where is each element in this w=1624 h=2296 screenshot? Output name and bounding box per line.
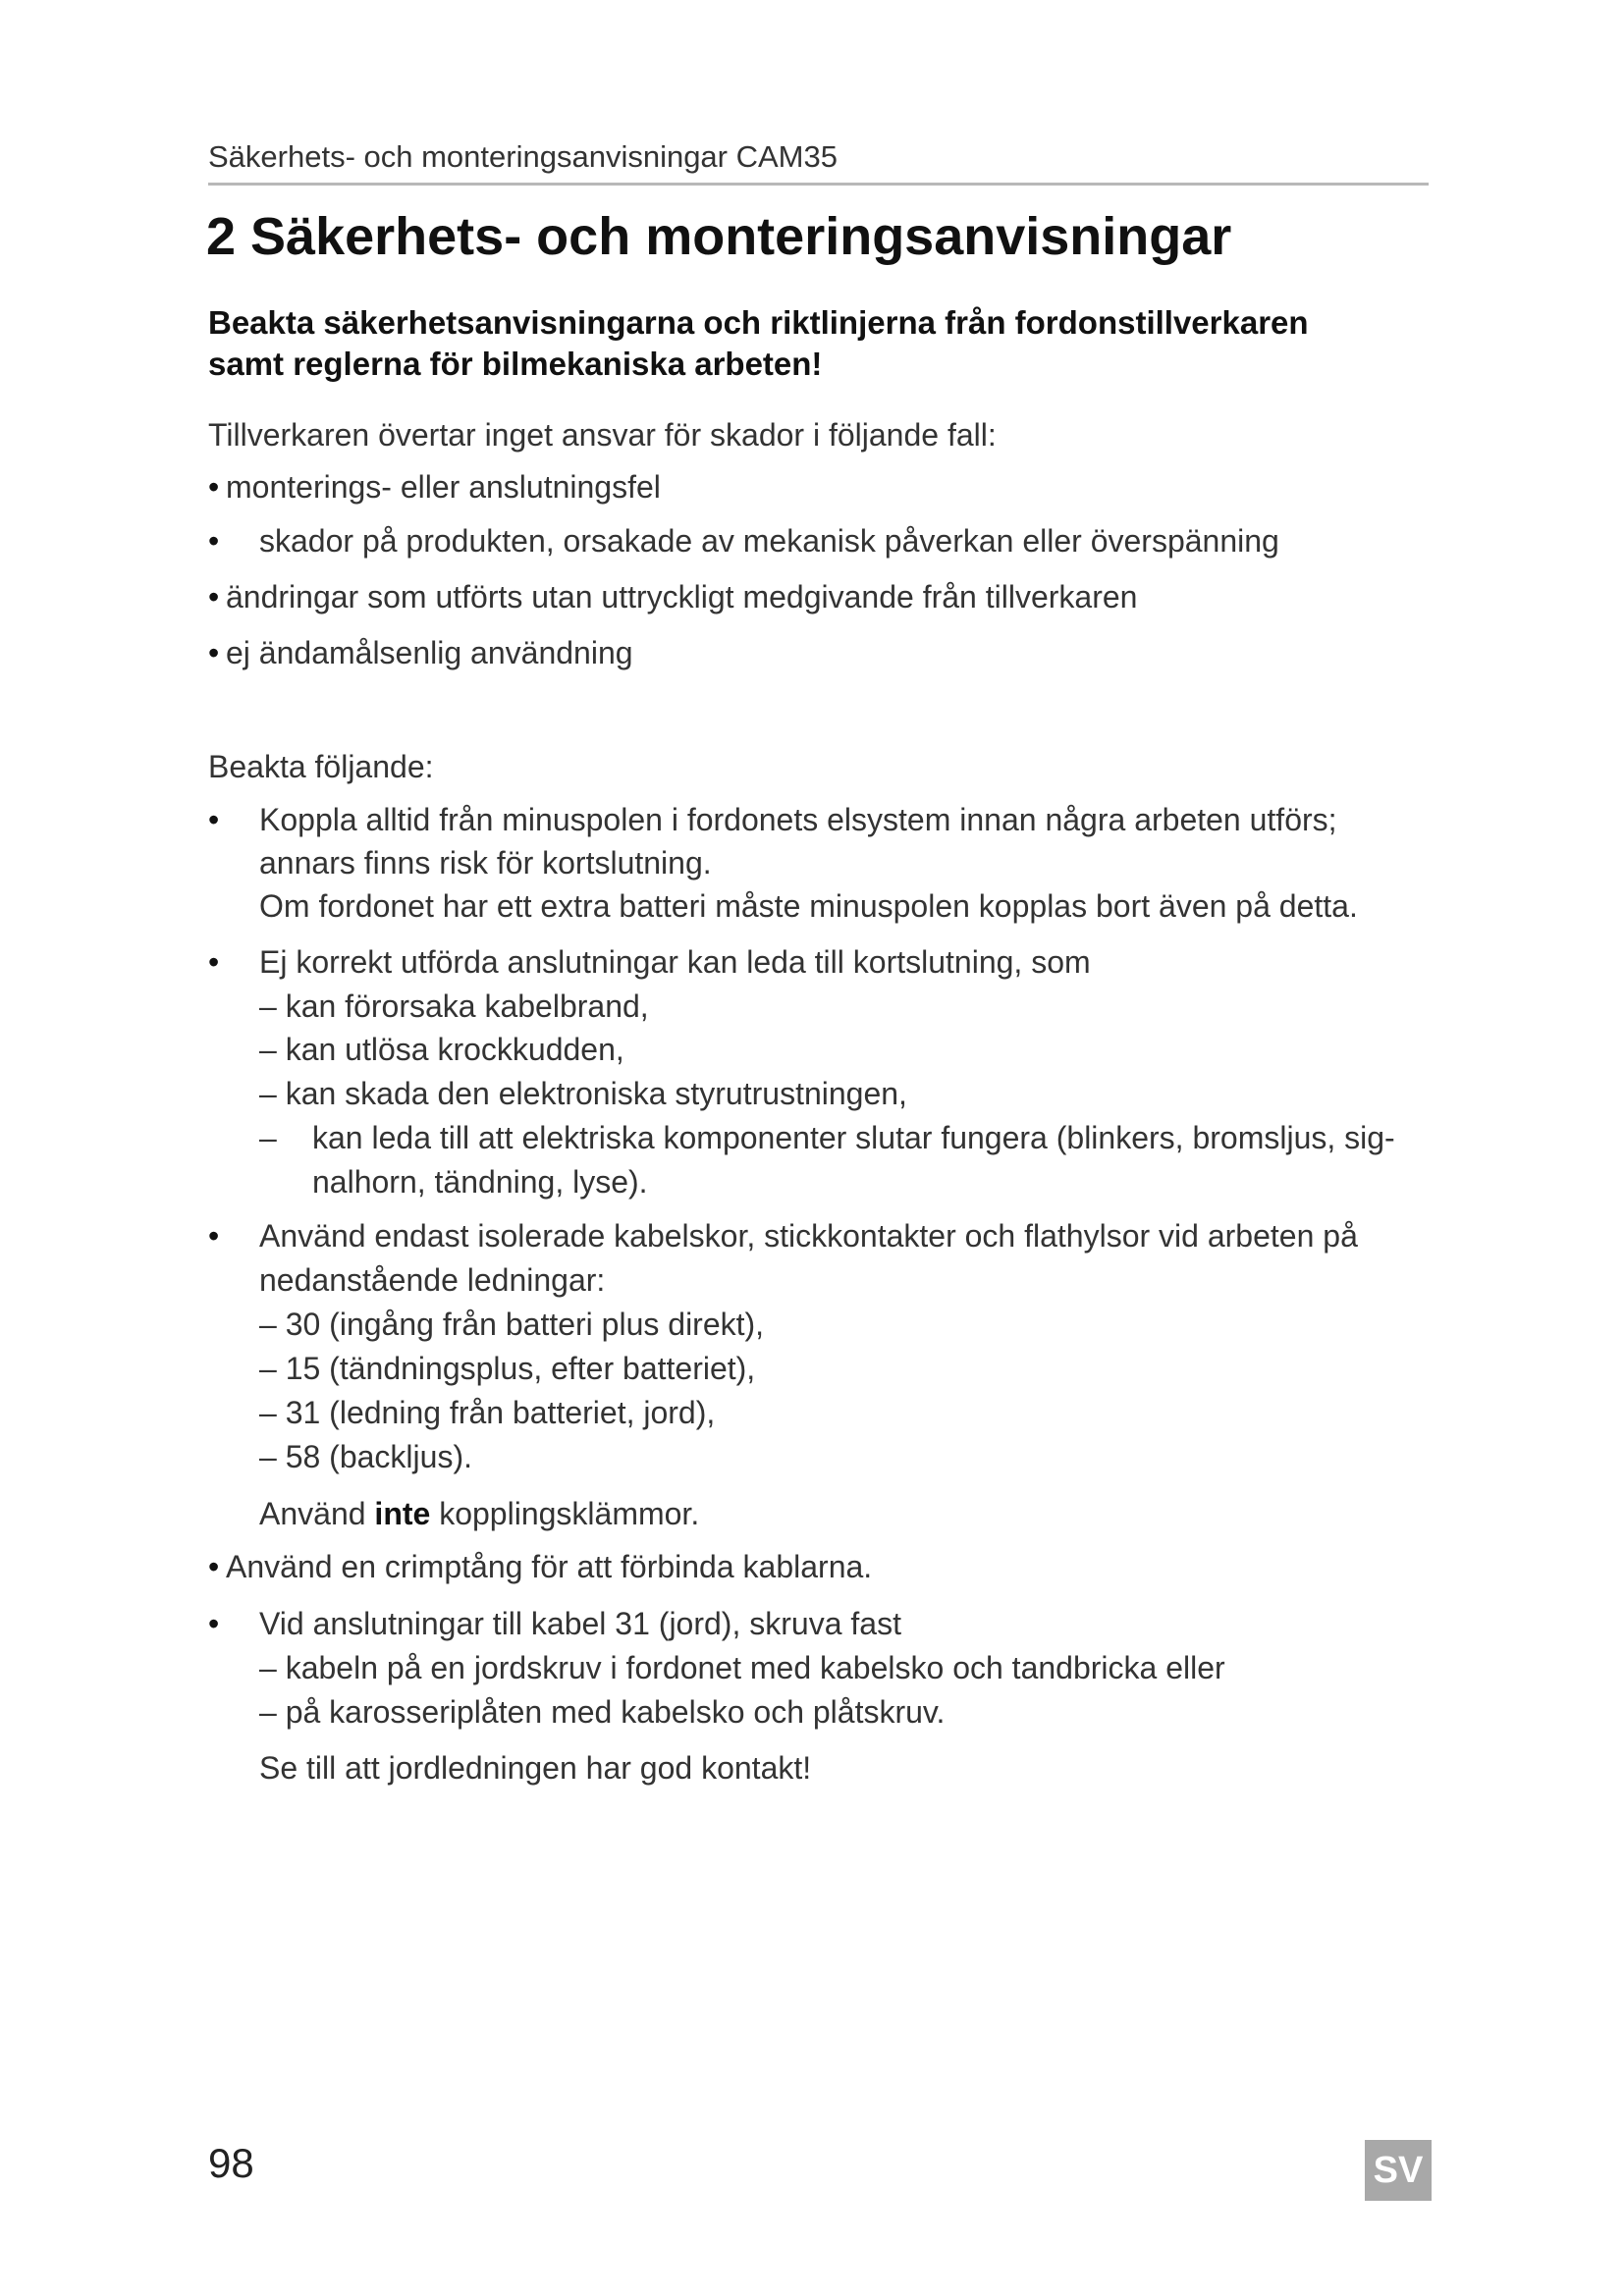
header-rule (208, 183, 1429, 186)
bullet-marker: • (208, 579, 220, 614)
warning-pre: Använd (259, 1496, 375, 1531)
list-item: skador på produkten, orsakade av mekanisk påverkan eller överspänning (259, 523, 1279, 559)
liability-intro: Tillverkaren övertar inget ansvar för skador i följande fall: (208, 417, 997, 453)
bullet-marker: • (208, 1218, 220, 1254)
sub-item: – 15 (tändningsplus, efter batteriet), (259, 1351, 756, 1386)
sub-item: nalhorn, tändning, lyse). (312, 1164, 648, 1200)
bullet-marker: • (208, 523, 220, 559)
page-title: 2 Säkerhets- och monteringsanvisningar (206, 207, 1232, 266)
sub-item: – på karosseriplåten med kabelsko och plåtskruv. (259, 1694, 946, 1730)
page-number: 98 (208, 2140, 254, 2186)
bullet-marker: • (208, 802, 220, 837)
list-item: ändringar som utförts utan uttryckligt medgivande från tillverkaren (226, 579, 1138, 614)
lead-paragraph (208, 302, 1435, 385)
list-item: ej ändamålsenlig användning (226, 635, 633, 670)
sub-item: – kan skada den elektroniska styrutrustningen, (259, 1076, 907, 1111)
sub-item: – kan utlösa krockkudden, (259, 1032, 624, 1067)
bullet-marker: • (208, 1549, 220, 1584)
list-item-line: Vid anslutningar till kabel 31 (jord), skruva fast (259, 1606, 901, 1641)
bullet-marker: • (208, 944, 220, 980)
running-header: Säkerhets- och monteringsanvisningar CAM35 (208, 139, 838, 174)
closing-note: Se till att jordledningen har god kontakt! (259, 1750, 812, 1786)
bullet-marker: • (208, 1606, 220, 1641)
bullet-marker: • (208, 635, 220, 670)
sub-item: – kan förorsaka kabelbrand, (259, 988, 649, 1024)
sub-item: – 30 (ingång från batteri plus direkt), (259, 1307, 765, 1342)
lead-line-1: Beakta säkerhetsanvisningarna och riktlinjerna från fordonstillverkaren (208, 304, 1309, 341)
warning-line (259, 1496, 699, 1532)
list-item: monterings- eller anslutningsfel (226, 469, 661, 505)
sub-item: – kabeln på en jordskruv i fordonet med kabelsko och tandbricka eller (259, 1650, 1225, 1685)
bullet-marker: • (208, 469, 220, 505)
lead-line-2: samt reglerna för bilmekaniska arbeten! (208, 346, 823, 382)
warning-post: kopplingsklämmor. (430, 1496, 700, 1531)
list-item-line: annars finns risk för kortslutning. (259, 845, 712, 881)
list-item-line: Använd en crimptång för att förbinda kablarna. (226, 1549, 873, 1584)
list-item-line: Ej korrekt utförda anslutningar kan leda till kortslutning, som (259, 944, 1091, 980)
sub-item-dash: – (259, 1120, 277, 1155)
list-item-line: Använd endast isolerade kabelskor, stickkontakter och flathylsor vid arbeten på (259, 1218, 1358, 1254)
list-item-line: Koppla alltid från minuspolen i fordonets elsystem innan några arbeten utförs; (259, 802, 1337, 837)
sub-item: – 31 (ledning från batteriet, jord), (259, 1395, 716, 1430)
list-item-line: Om fordonet har ett extra batteri måste minuspolen kopplas bort även på detta. (259, 888, 1358, 924)
notes-intro: Beakta följande: (208, 749, 434, 784)
warning-emphasis: inte (374, 1496, 431, 1531)
sub-item: – 58 (backljus). (259, 1439, 472, 1474)
sub-item: kan leda till att elektriska komponenter slutar fungera (blinkers, bromsljus, sig- (312, 1120, 1395, 1155)
language-badge: SV (1365, 2140, 1432, 2201)
list-item-line: nedanstående ledningar: (259, 1262, 606, 1298)
